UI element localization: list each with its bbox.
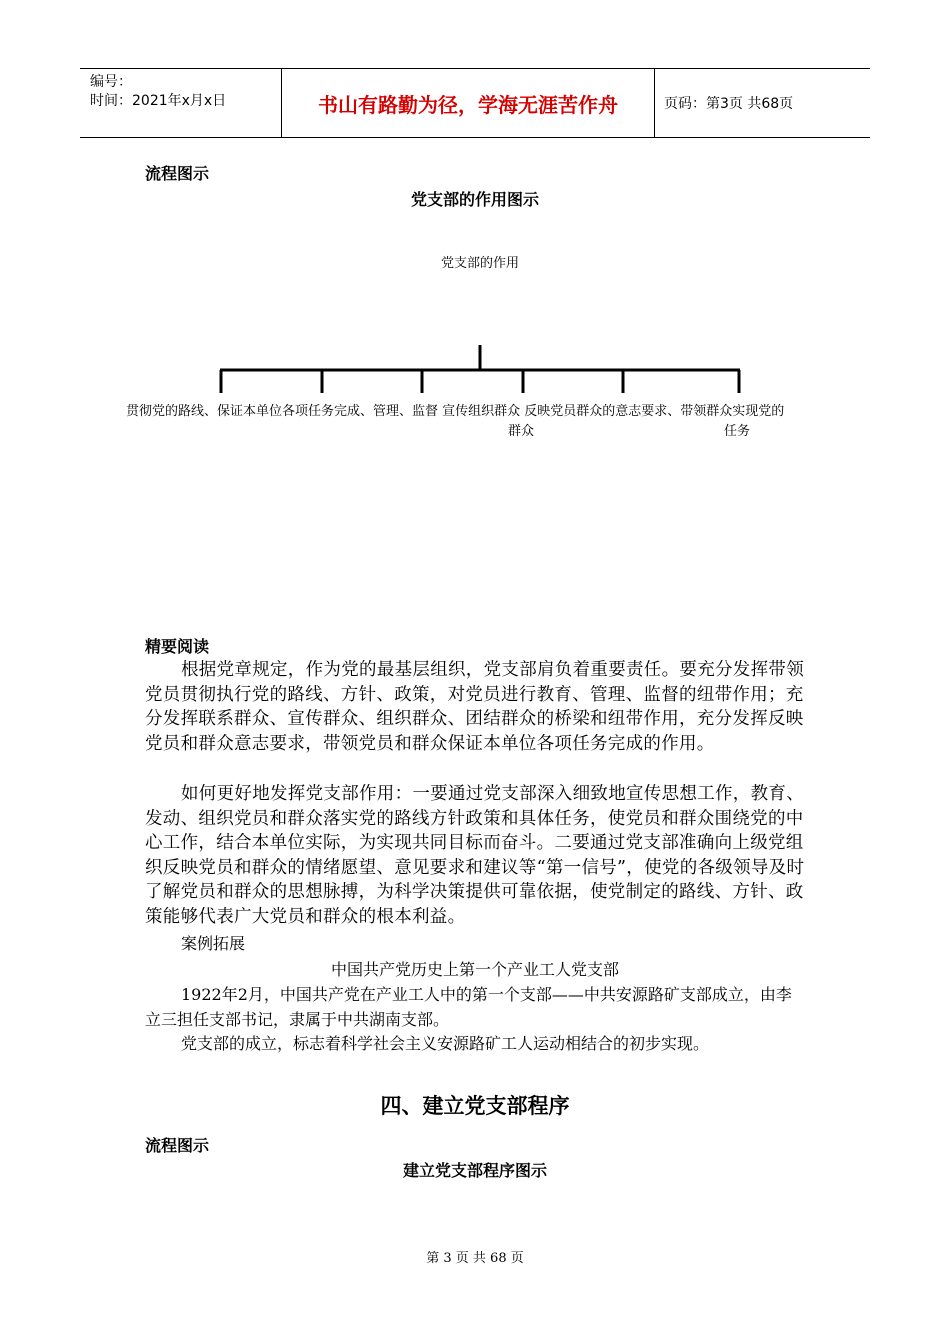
diagram-root: 党支部的作用 xyxy=(440,256,519,271)
flow-label: 流程图示 xyxy=(145,164,210,183)
diagram-leaf-tail-1: 群众 xyxy=(508,424,535,439)
doc-time-label: 时间：2021年x月x日 xyxy=(90,93,227,109)
case-paragraph-1: 1922年2月，中国共产党在产业工人中的第一个支部——中共安源路矿支部成立，由李立三担任支部书记，隶属于中共湖南支部。 xyxy=(145,985,792,1029)
header-motto: 书山有路勤为径，学海无涯苦作舟 xyxy=(318,92,618,117)
case-label: 案例拓展 xyxy=(181,934,246,953)
diagram-leaves-overlapped: 贯彻党的路线、保证本单位各项任务完成、管理、监督 宣传组织群众 反映党员群众的意志要求、带领群众实现党的 xyxy=(126,404,785,419)
reading-paragraph-2: 如何更好地发挥党支部作用：一要通过党支部深入细致地宣传思想工作，教育、发动、组织党员和群众落实党的路线方针政策和具体任务，使党员和群众围绕党的中心工作，结合本单位实际，为实现共同目标而奋斗。二要通过党支部准确向上级党组织反映党员和群众的情绪愿望、意见要求和建议等“第一信号”，使党的各级领导及时了解党员和群众的思想脉搏，为科学决策提供可靠依据，使党制定的路线、方针、政策能够代表广大党员和群众的根本利益。 xyxy=(145,784,805,927)
flow-label-2: 流程图示 xyxy=(145,1136,210,1155)
diagram-title: 党支部的作用图示 xyxy=(410,190,539,209)
diagram-title-2: 建立党支部程序图示 xyxy=(402,1161,547,1180)
case-paragraph-2: 党支部的成立，标志着科学社会主义安源路矿工人运动相结合的初步实现。 xyxy=(181,1034,710,1053)
section-title: 四、建立党支部程序 xyxy=(380,1094,570,1118)
page-footer: 第 3 页 共 68 页 xyxy=(426,1251,524,1266)
case-title: 中国共产党历史上第一个产业工人党支部 xyxy=(330,960,619,979)
reading-paragraph-1: 根据党章规定，作为党的最基层组织，党支部肩负着重要责任。要充分发挥带领党员贯彻执行党的路线、方针、政策，对党员进行教育、管理、监督的纽带作用；充分发挥联系群众、宣传群众、组织群众、团结群众的桥梁和纽带作用，充分发挥反映党员和群众意志要求，带领党员和群众保证本单位各项任务完成的作用。 xyxy=(145,660,804,754)
diagram-leaf-tail-2: 任务 xyxy=(724,424,751,439)
header-page-info: 页码：第3页 共68页 xyxy=(664,96,794,112)
doc-number-label: 编号： xyxy=(90,74,132,90)
reading-heading: 精要阅读 xyxy=(145,637,210,656)
diagram-connectors xyxy=(0,0,950,420)
